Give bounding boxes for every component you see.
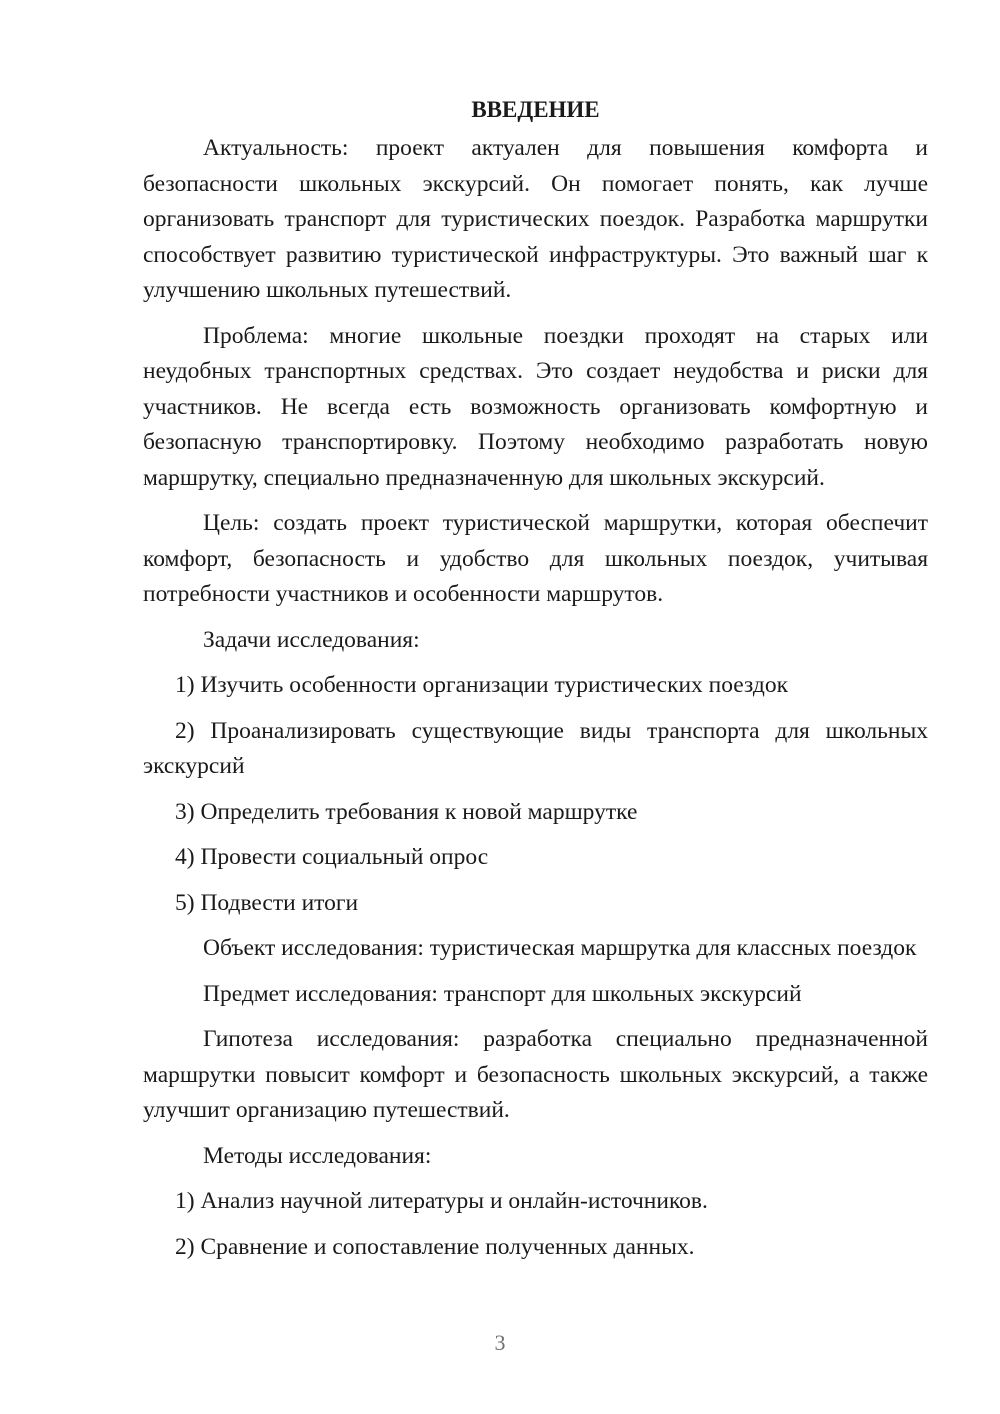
method-item-2: 2) Сравнение и сопоставление полученных данных. <box>175 1233 695 1260</box>
relevance-paragraph: Актуальность: проект актуален для повышения комфорта и безопасности школьных экскурсий. Он помогает понять, как лучше организовать транспорт для туристических поездок. Разработка маршрутки способствует развитию туристической инфраструктуры. Это важный шаг к улучшению школьных путешествий. <box>143 135 928 303</box>
task-item-3: 3) Определить требования к новой маршрутке <box>175 798 638 825</box>
goal-paragraph: Цель: создать проект туристической маршрутки, которая обеспечит комфорт, безопасность и удобство для школьных поездок, учитывая потребности участников и особенности маршрутов. <box>143 510 928 607</box>
task-item-4: 4) Провести социальный опрос <box>175 844 489 870</box>
section-heading: ВВЕДЕНИЕ <box>471 97 600 122</box>
hypothesis-paragraph: Гипотеза исследования: разработка специально предназначенной маршрутки повысит комфорт и безопасность школьных экскурсий, а также улучшит организацию путешествий. <box>143 1026 928 1123</box>
task-item-2: 2) Проанализировать существующие виды транспорта для школьных экскурсий <box>143 717 928 779</box>
document-page <box>143 92 928 1275</box>
tasks-title: Задачи исследования: <box>203 626 420 653</box>
task-item-1: 1) Изучить особенности организации туристических поездок <box>175 672 788 698</box>
object-paragraph: Объект исследования: туристическая маршрутка для классных поездок <box>203 935 917 961</box>
problem-paragraph: Проблема: многие школьные поездки проходят на старых или неудобных транспортных средствах. Это создает неудобства и риски для участников. Не всегда есть возможность организовать комфортную и безопасную транспортировку. Поэтому необходимо разработать новую маршрутку, специально предназначенную для школьных экскурсий. <box>143 322 928 491</box>
method-item-1: 1) Анализ научной литературы и онлайн-источников. <box>175 1188 708 1214</box>
methods-title: Методы исследования: <box>203 1142 432 1169</box>
page-number: 3 <box>494 1330 506 1355</box>
subject-paragraph: Предмет исследования: транспорт для школьных экскурсий <box>203 980 802 1007</box>
task-item-5: 5) Подвести итоги <box>175 889 359 916</box>
